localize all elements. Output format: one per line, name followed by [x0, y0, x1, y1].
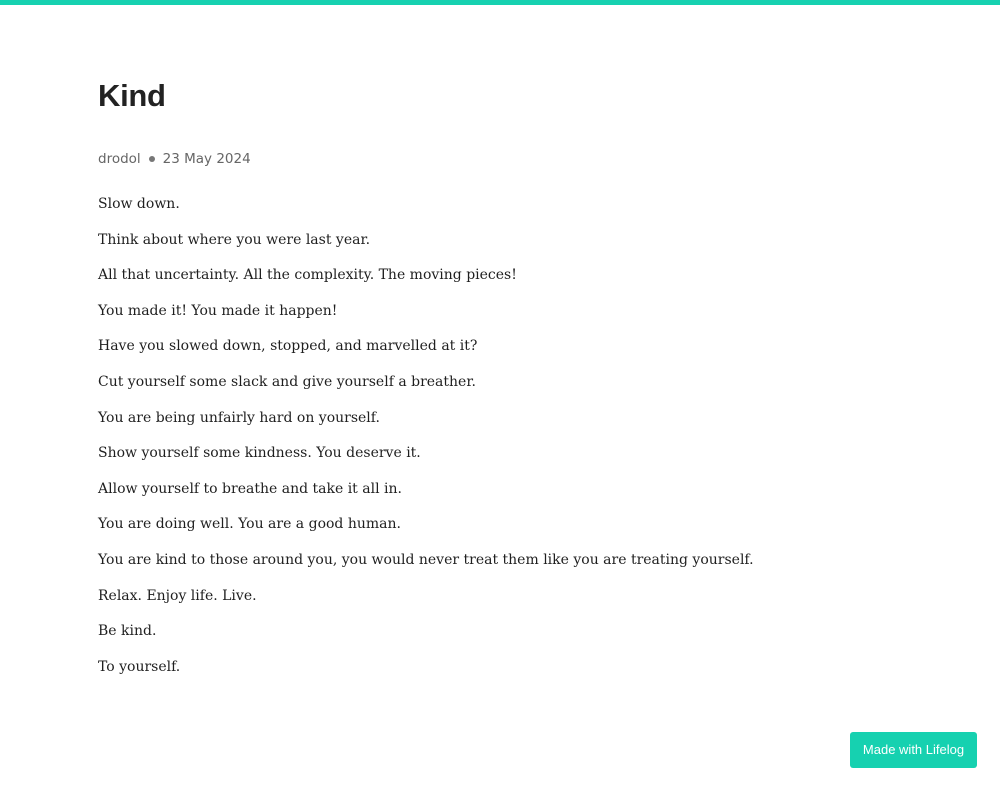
post-paragraph: You made it! You made it happen!: [98, 302, 338, 319]
post-paragraph: Slow down.: [98, 196, 180, 212]
post-paragraph: Show yourself some kindness. You deserve it.: [98, 445, 421, 462]
post-title: Kind: [98, 78, 166, 113]
separator-dot-icon: [149, 156, 155, 162]
post-paragraph: Be kind.: [98, 623, 157, 640]
post-paragraph: To yourself.: [98, 658, 181, 675]
made-with-lifelog-button[interactable]: Made with Lifelog: [850, 732, 977, 768]
article: [98, 78, 918, 692]
post-body: [98, 194, 918, 692]
post-date: 23 May 2024: [162, 151, 251, 167]
post-paragraph: Relax. Enjoy life. Live.: [98, 587, 257, 604]
post-paragraph: Cut yourself some slack and give yourself a breather.: [98, 373, 476, 390]
post-meta: [98, 148, 918, 170]
post-paragraph: Think about where you were last year.: [98, 231, 371, 248]
post-paragraph: Have you slowed down, stopped, and marvelled at it?: [98, 338, 478, 355]
post-paragraph: You are being unfairly hard on yourself.: [98, 409, 380, 426]
post-paragraph: Allow yourself to breathe and take it all in.: [98, 480, 402, 497]
post-author: drodol: [98, 151, 141, 167]
post-paragraph: You are doing well. You are a good human.: [98, 516, 401, 533]
post-paragraph: All that uncertainty. All the complexity. The moving pieces!: [98, 267, 517, 284]
top-accent-bar: [0, 0, 1000, 5]
post-paragraph: You are kind to those around you, you would never treat them like you are treating yourself.: [98, 551, 754, 568]
